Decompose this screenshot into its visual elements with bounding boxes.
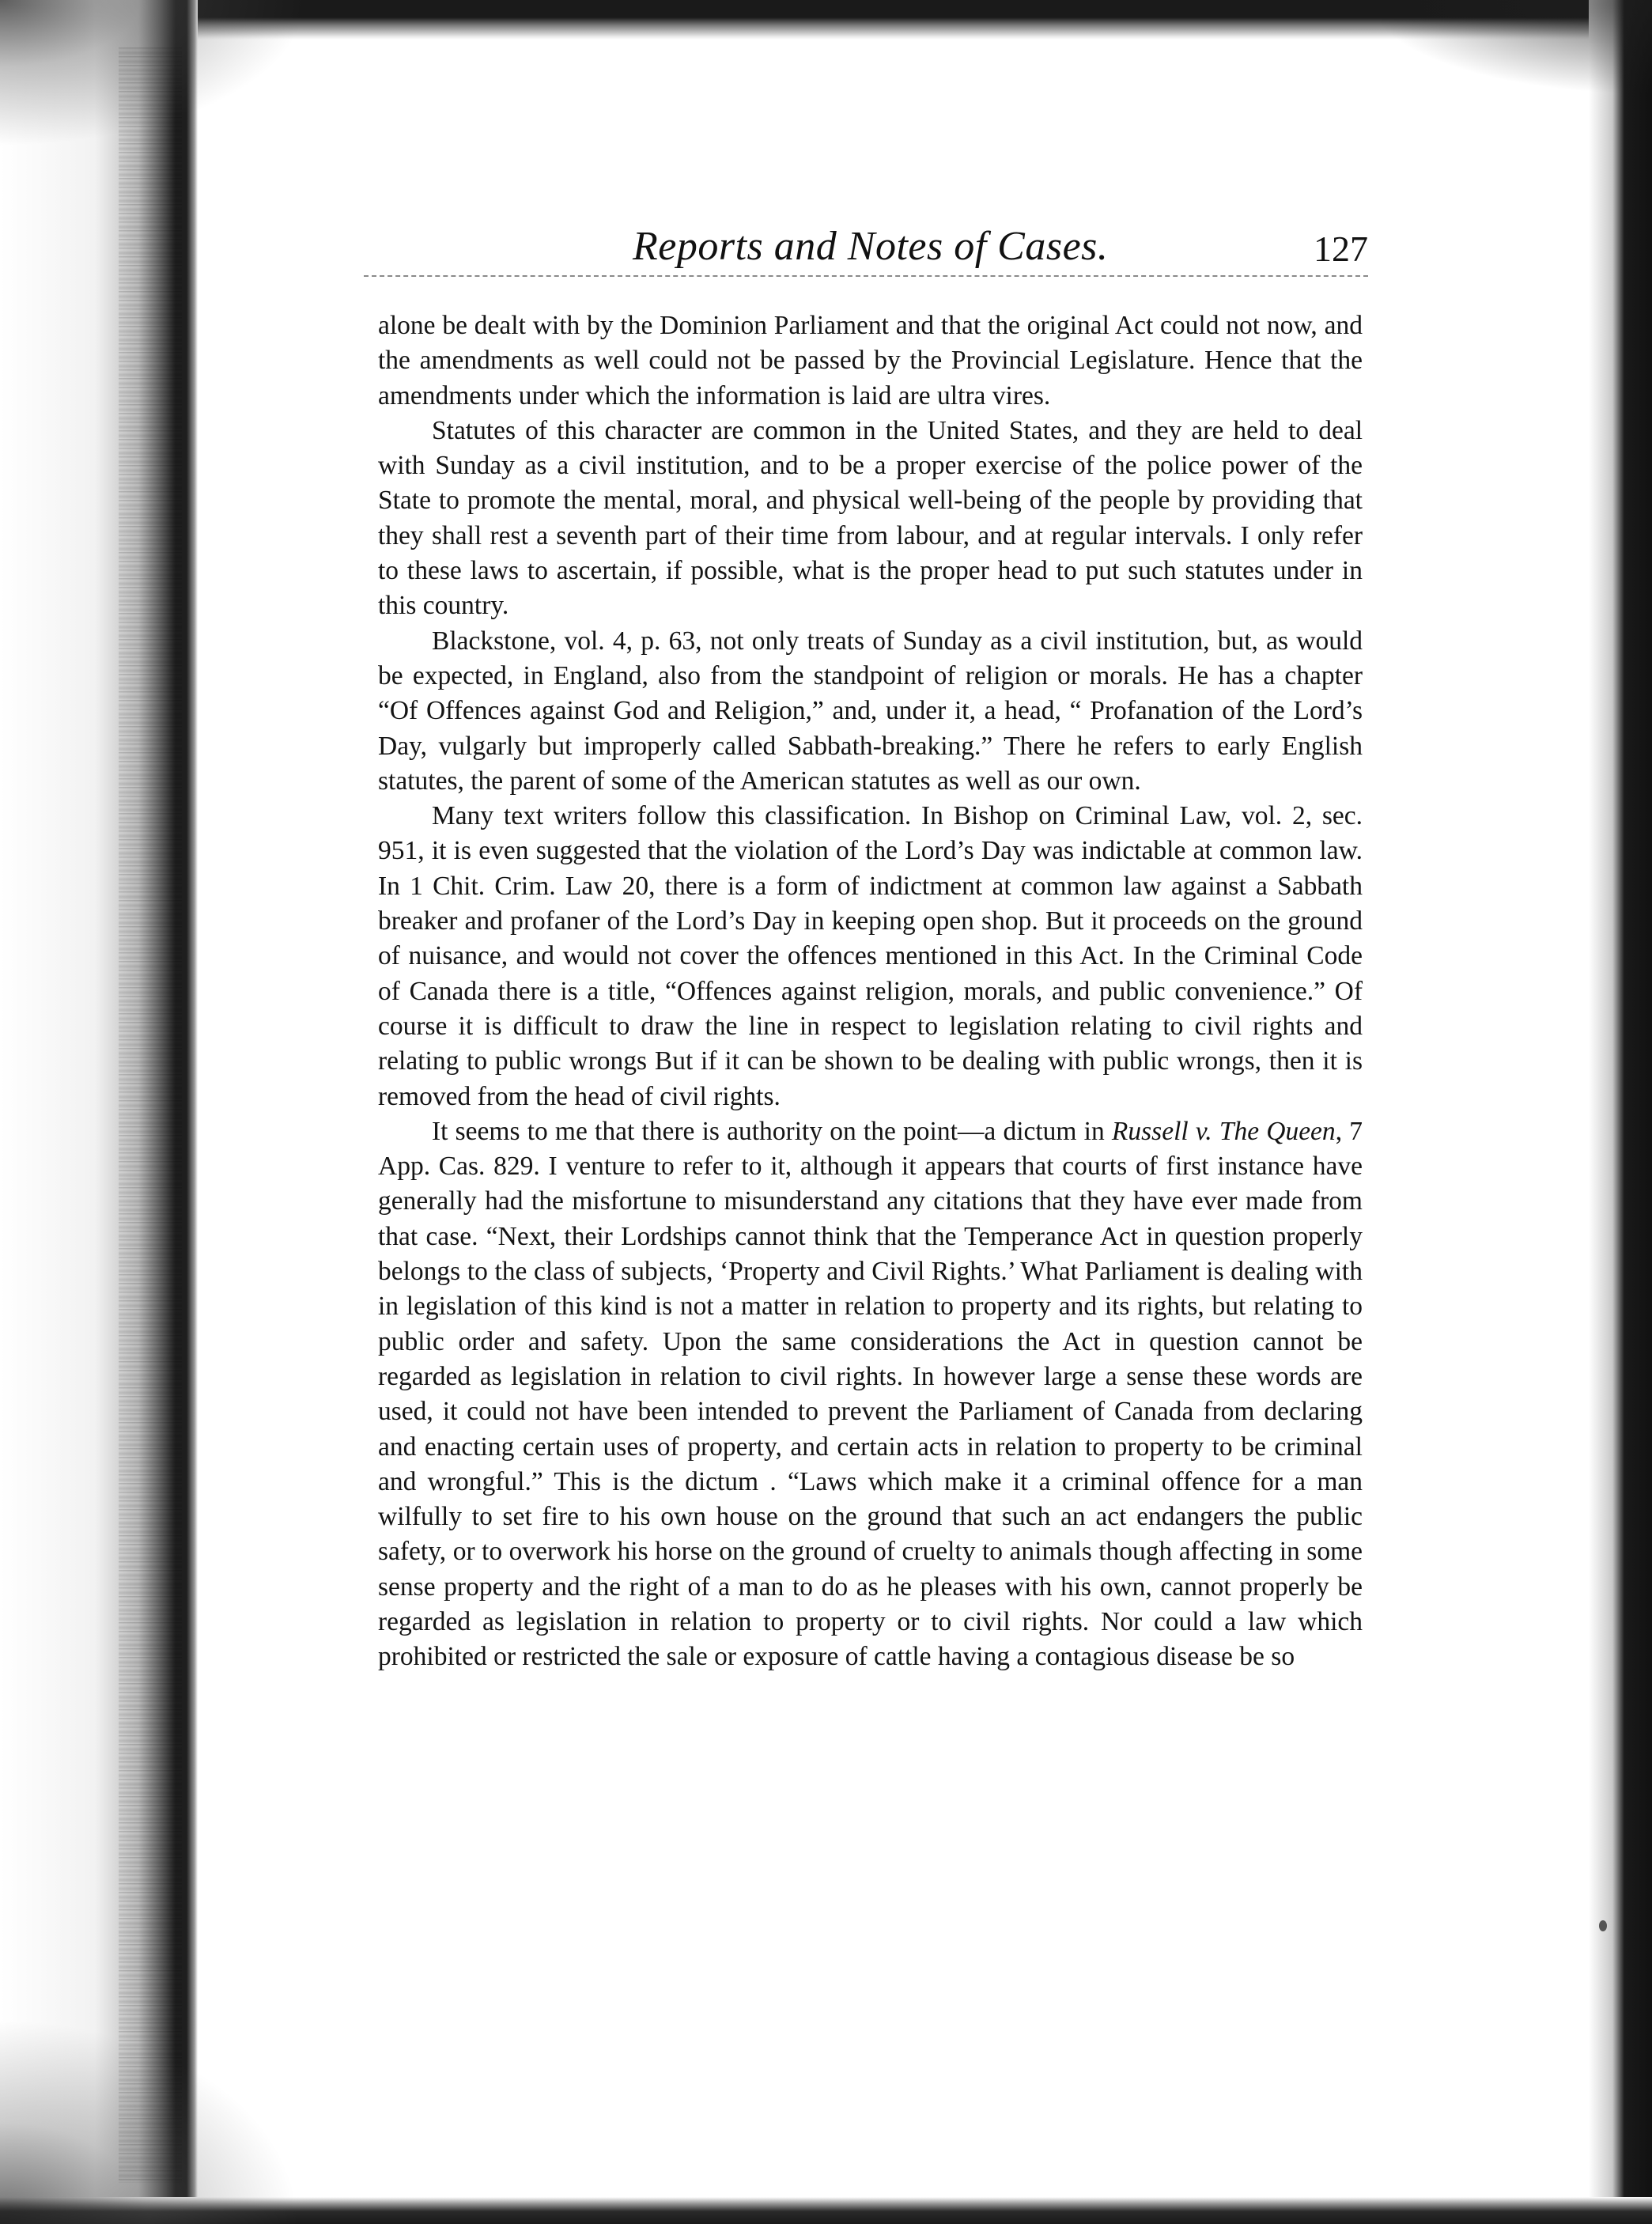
scan-shadow-top-left: [0, 0, 332, 158]
paragraph-5-text-b: , 7 App. Cas. 829. I venture to refer to it, although it appears that courts of first instance have generally had the misfortune to misunderstand any citations that they have ever made from that case. “Next, their Lordships cannot think that the Temperance Act in question properly belongs to the class of subjects, ‘Property and Civil Rights.’ What Parliament is dealing with in legislation of this kind is not a matter in relation to property and its rights, but relating to public order and safety. Upon the same considerations the Act in question cannot be regarded as legislation in relation to civil rights. In however large a sense these words are used, it could not have been intended to prevent the Parliament of Canada from declaring and enacting certain uses of property, and certain acts in relation to property to be criminal and wrongful.” This is the dictum . “Laws which make it a criminal offence for a man wilfully to set fire to his own house on the ground that such an act endangers the public safety, or to overwork his horse on the ground of cruelty to animals though affecting in some sense property and the right of a man to do as he pleases with his own, cannot properly be regarded as legislation in relation to property or to civil rights. Nor could a law which prohibited or restricted the sale or exposure of cattle having a contagious disease be so: [378, 1116, 1363, 1672]
paragraph-4: Many text writers follow this classification. In Bishop on Criminal Law, vol. 2, sec. 951, it is even suggested that the violation of the Lord’s Day was indictable at common law. In 1 Chit. Crim. Law 20, there is a form of indictment at common law against a Sabbath breaker and profaner of the Lord’s Day in keeping open shop. But it proceeds on the ground of nuisance, and would not cover the offences mentioned in this Act. In the Criminal Code of Canada there is a title, “Offences against religion, morals, and public convenience.” Of course it is difficult to draw the line in respect to legislation relating to civil rights and relating to public wrongs But if it can be shown to be dealing with public wrongs, then it is removed from the head of civil rights.: [378, 801, 1363, 1111]
header-rule: [364, 275, 1368, 277]
paragraph-5-text-a: It seems to me that there is authority on the point—a dictum in: [432, 1116, 1112, 1146]
scan-speck: [1599, 1920, 1607, 1931]
page-number: 127: [1314, 229, 1368, 269]
scan-shadow-top-right: [1367, 0, 1652, 95]
paragraph-5: [378, 1114, 1363, 1675]
paragraph-2: Statutes of this character are common in the United States, and they are held to deal with Sunday as a civil institution, and to be a proper exercise of the police power of the State to promote the mental, moral, and physical well-being of the people by providing that they shall rest a seventh part of their time from labour, and at regular intervals. I only refer to these laws to ascertain, if possible, what is the proper head to put such statutes under in this country.: [378, 415, 1363, 621]
page-body: [378, 308, 1363, 1675]
paragraph-1: alone be dealt with by the Dominion Parliament and that the original Act could not now, and the amendments as well could not be passed by the Provincial Legislature. Hence that the amendments under which the information is laid are ultra vires.: [378, 311, 1363, 410]
running-title: Reports and Notes of Cases.: [633, 224, 1109, 269]
page-header: [372, 223, 1368, 274]
paragraph-3: Blackstone, vol. 4, p. 63, not only treats of Sunday as a civil institution, but, as would be expected, in England, also from the standpoint of religion or morals. He has a chapter “Of Offences against God and Religion,” and, under it, a head, “ Profanation of the Lord’s Day, vulgarly but improperly called Sabbath-breaking.” There he refers to early English statutes, the parent of some of the American statutes as well as our own.: [378, 626, 1363, 796]
scan-right-edge: [1589, 0, 1652, 2224]
case-citation: Russell v. The Queen: [1111, 1116, 1336, 1146]
scan-shadow-bottom-left: [0, 2018, 301, 2224]
scan-left-grain: [119, 47, 182, 2183]
